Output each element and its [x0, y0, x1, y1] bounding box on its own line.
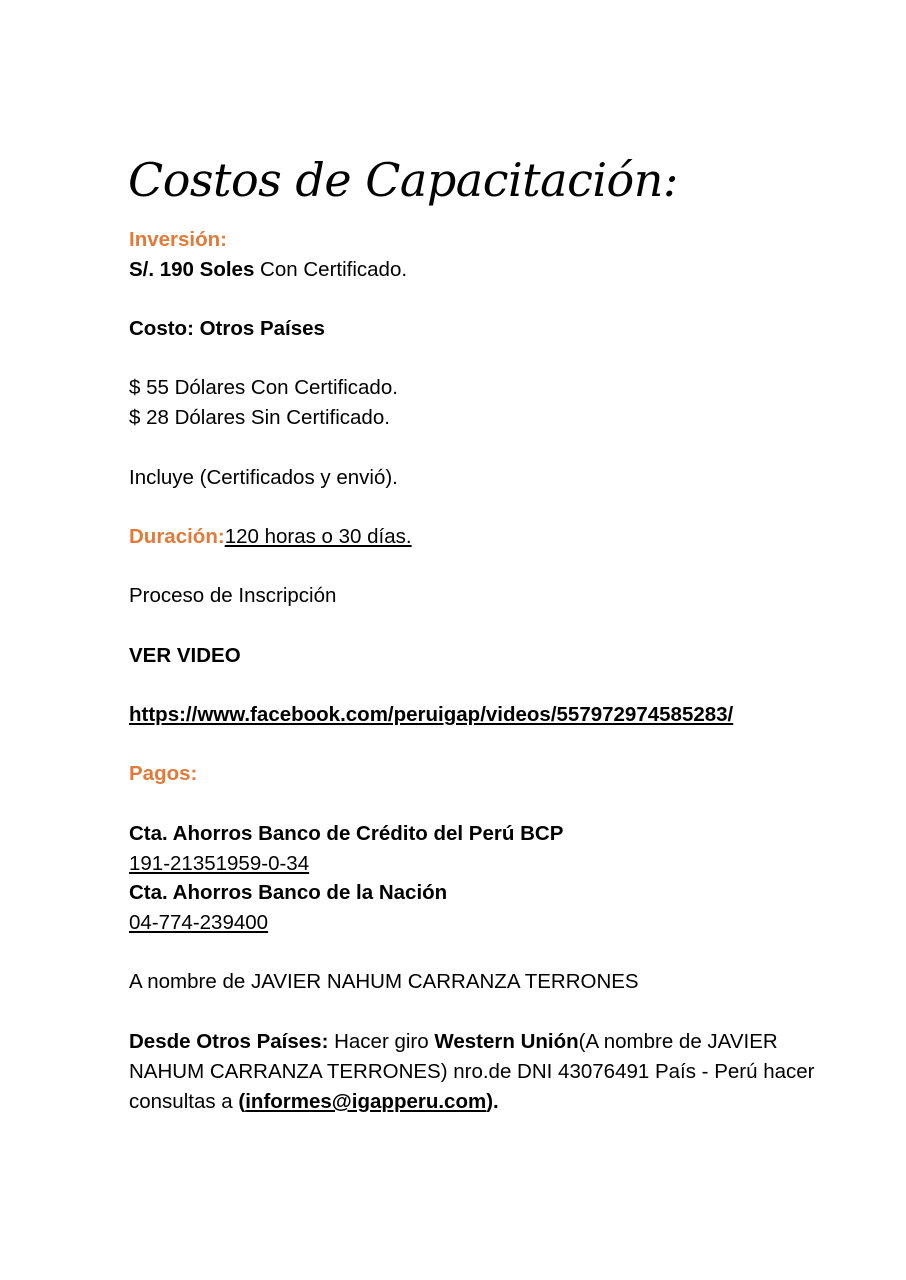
international-label: Desde Otros Países: — [129, 1030, 329, 1053]
email-paren-open: ( — [238, 1090, 246, 1113]
otros-paises-option-2: $ 28 Dólares Sin Certificado. — [129, 406, 390, 429]
page-title: Costos de Capacitación: — [128, 153, 678, 207]
international-payment-paragraph — [129, 1027, 819, 1117]
inscripcion-label: Proceso de Inscripción — [129, 584, 337, 607]
international-text-2: (A nombre de JAVIER NAHUM CARRANZA TERRONES) nro.de DNI 43076491 País - Perú hacer consultas a — [129, 1030, 815, 1113]
email-paren-close: ). — [486, 1090, 499, 1113]
international-text-1: Hacer giro — [328, 1030, 435, 1053]
inversion-price-line — [129, 255, 407, 285]
otros-paises-option-1: $ 55 Dólares Con Certificado. — [129, 376, 398, 399]
video-label: VER VIDEO — [129, 644, 241, 667]
duracion-value: 120 horas o 30 días. — [224, 525, 412, 548]
bcp-account-label: Cta. Ahorros Banco de Crédito del Perú BCP — [129, 822, 564, 845]
includes-note: Incluye (Certificados y envió). — [129, 466, 398, 489]
nacion-account-label: Cta. Ahorros Banco de la Nación — [129, 881, 448, 904]
inversion-price: S/. 190 Soles — [129, 258, 255, 281]
account-holder: A nombre de JAVIER NAHUM CARRANZA TERRONES — [129, 970, 639, 993]
inversion-price-note: Con Certificado. — [254, 258, 408, 281]
video-link[interactable]: https://www.facebook.com/peruigap/videos/557972974585283/ — [129, 703, 734, 726]
bcp-account-number[interactable]: 191-21351959-0-34 — [129, 852, 310, 875]
nacion-account-number[interactable]: 04-774-239400 — [129, 911, 269, 934]
pagos-label: Pagos: — [129, 762, 198, 785]
western-union-name: Western Unión — [434, 1030, 579, 1053]
duracion-label: Duración: — [129, 525, 225, 548]
otros-paises-label: Costo: Otros Países — [129, 317, 325, 340]
email-link[interactable]: informes@igapperu.com — [245, 1090, 487, 1113]
duracion-line — [129, 522, 412, 552]
inversion-label: Inversión: — [129, 228, 227, 251]
